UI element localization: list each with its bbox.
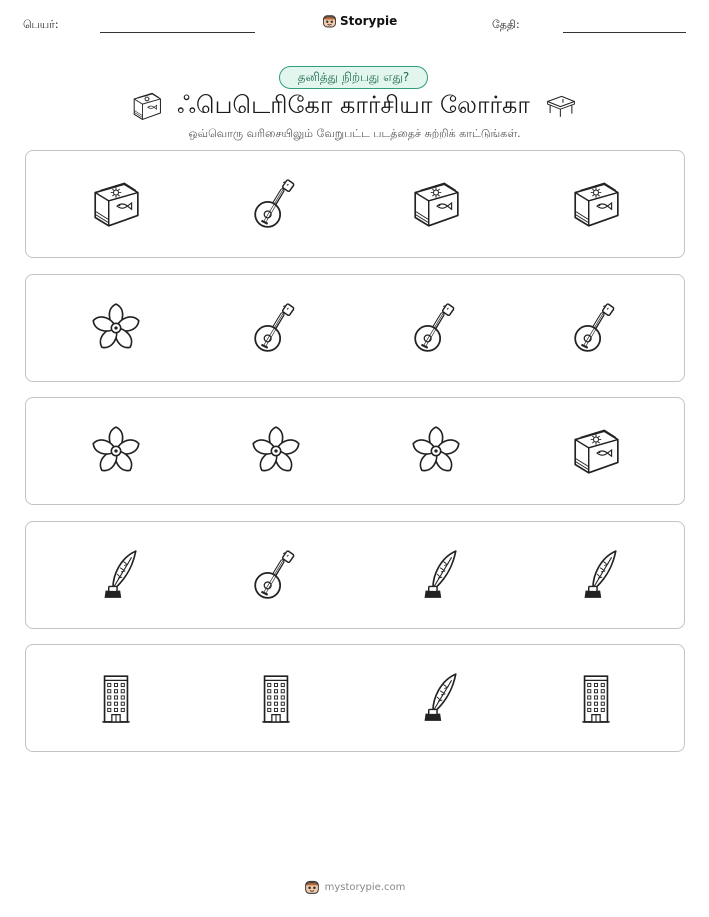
book-icon — [410, 178, 462, 230]
picture-cell[interactable] — [36, 302, 196, 354]
building-icon — [570, 672, 622, 724]
picture-cell[interactable] — [196, 549, 356, 601]
flower-icon — [410, 425, 462, 477]
quill-icon — [410, 672, 462, 724]
picture-cell[interactable] — [516, 672, 676, 724]
worksheet-title: ஃபெடெரிகோ கார்சியா லோர்கா — [177, 90, 530, 119]
picture-cell[interactable] — [196, 302, 356, 354]
date-label: தேதி: — [492, 18, 520, 31]
instruction-text: ஒவ்வொரு வரிசையிலும் வேறுபட்ட படத்தைச் சுற்றிக் காட்டுங்கள். — [188, 127, 521, 140]
question-badge: தனித்து நிற்பது எது? — [279, 66, 428, 89]
picture-cell[interactable] — [196, 672, 356, 724]
picture-cell[interactable] — [356, 178, 516, 230]
guitar-icon — [250, 302, 302, 354]
flower-icon — [90, 302, 142, 354]
puzzle-row-1 — [25, 150, 685, 258]
building-icon — [90, 672, 142, 724]
book-icon — [570, 425, 622, 477]
picture-cell[interactable] — [36, 549, 196, 601]
puzzle-rows — [25, 150, 685, 768]
book-icon — [90, 178, 142, 230]
picture-cell[interactable] — [36, 178, 196, 230]
footer-site: mystorypie.com — [324, 881, 406, 893]
brand-name: Storypie — [340, 14, 398, 28]
picture-cell[interactable] — [356, 302, 516, 354]
name-label: பெயர்: — [23, 18, 59, 31]
puzzle-row-4 — [25, 521, 685, 629]
picture-cell[interactable] — [36, 672, 196, 724]
footer — [0, 879, 709, 895]
picture-cell[interactable] — [356, 549, 516, 601]
guitar-icon — [570, 302, 622, 354]
quill-icon — [410, 549, 462, 601]
flower-icon — [90, 425, 142, 477]
book-icon — [131, 90, 163, 122]
guitar-icon — [250, 178, 302, 230]
puzzle-row-3 — [25, 397, 685, 505]
mascot-icon — [322, 13, 337, 29]
guitar-icon — [250, 549, 302, 601]
building-icon — [250, 672, 302, 724]
mascot-icon — [304, 879, 320, 895]
picture-cell[interactable] — [196, 178, 356, 230]
picture-cell[interactable] — [516, 425, 676, 477]
picture-cell[interactable] — [516, 549, 676, 601]
name-field-line[interactable] — [100, 32, 255, 33]
date-field-line[interactable] — [563, 32, 686, 33]
title-row — [0, 88, 709, 124]
picture-cell[interactable] — [356, 672, 516, 724]
picture-cell[interactable] — [36, 425, 196, 477]
puzzle-row-5 — [25, 644, 685, 752]
quill-icon — [90, 549, 142, 601]
book-icon — [570, 178, 622, 230]
picture-cell[interactable] — [196, 425, 356, 477]
picture-cell[interactable] — [516, 178, 676, 230]
table-icon — [544, 90, 578, 122]
brand-logo — [322, 13, 397, 29]
puzzle-row-2 — [25, 274, 685, 382]
guitar-icon — [410, 302, 462, 354]
picture-cell[interactable] — [516, 302, 676, 354]
picture-cell[interactable] — [356, 425, 516, 477]
flower-icon — [250, 425, 302, 477]
quill-icon — [570, 549, 622, 601]
